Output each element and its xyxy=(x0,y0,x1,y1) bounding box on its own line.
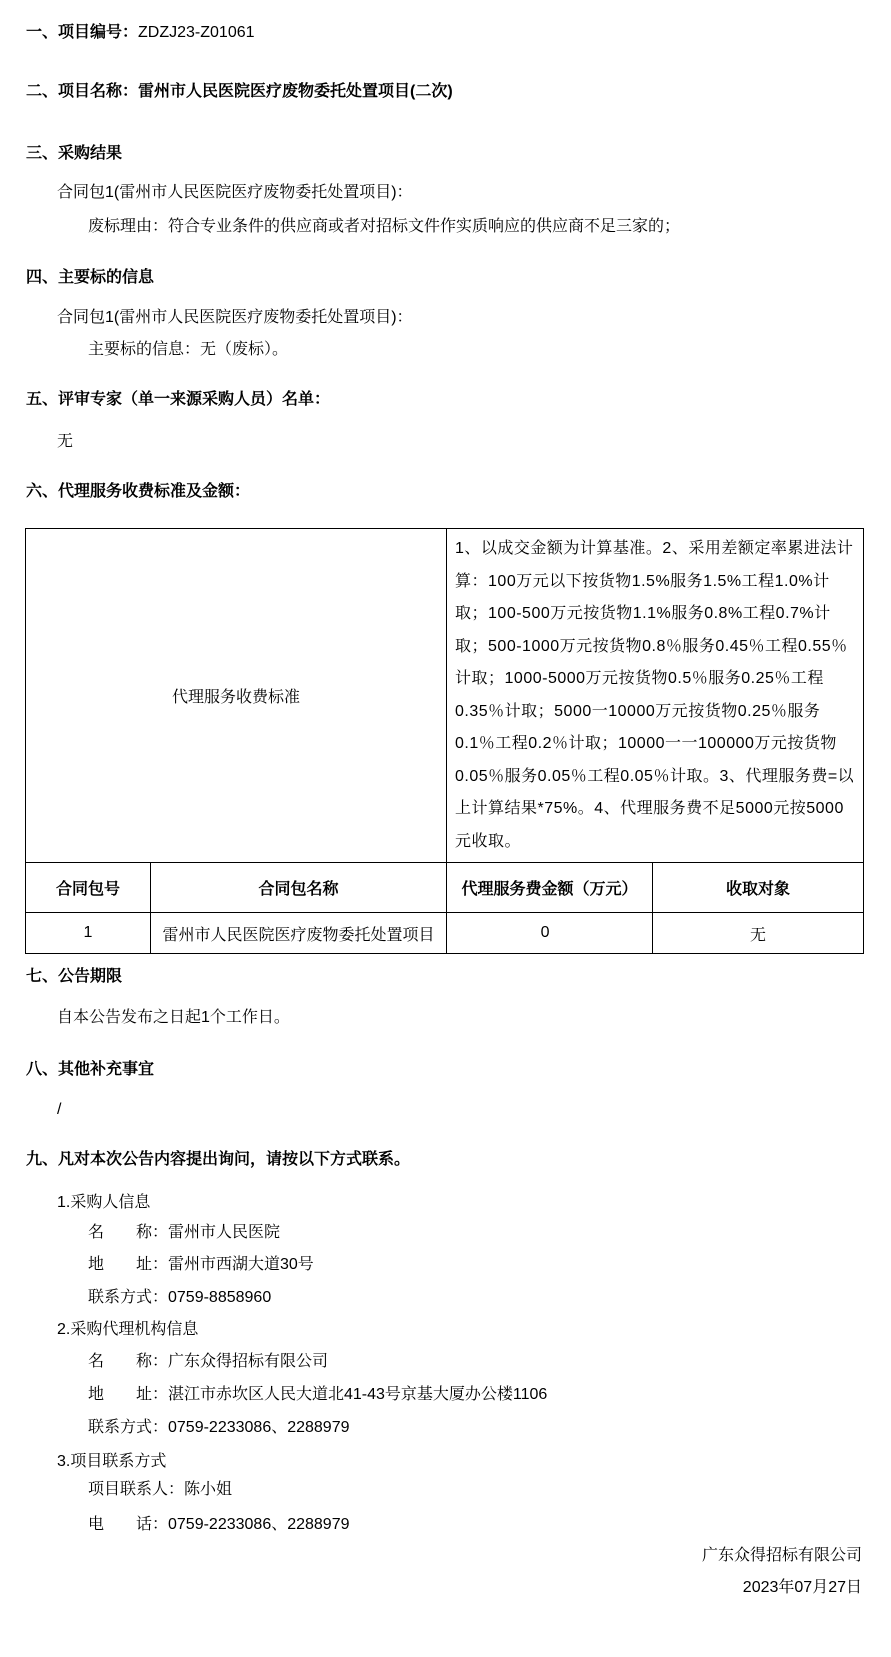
fee-table-header-fee-amount: 代理服务费金额（万元） xyxy=(447,863,653,913)
signature-company: 广东众得招标有限公司 xyxy=(701,1547,862,1564)
agency-fee-table xyxy=(25,528,864,954)
main-subject-package-line: 合同包1(雷州市人民医院医疗废物委托处置项目)： xyxy=(57,309,413,326)
fee-table-data-row xyxy=(26,913,864,954)
procurement-result-package-line: 合同包1(雷州市人民医院医疗废物委托处置项目)： xyxy=(57,184,413,201)
purchaser-phone: 联系方式：0759-8858960 xyxy=(88,1289,272,1306)
fee-table-header-package-no: 合同包号 xyxy=(26,863,151,913)
fee-table-cell-fee-amount: 0 xyxy=(447,913,653,954)
purchaser-info-title: 1.采购人信息 xyxy=(57,1194,151,1211)
purchaser-address: 地 址：雷州市西湖大道30号 xyxy=(88,1256,314,1273)
fee-standard-row xyxy=(26,529,864,863)
other-matters-value: / xyxy=(57,1101,62,1118)
project-number-label: 一、项目编号： xyxy=(26,24,139,41)
signature-date: 2023年07月27日 xyxy=(742,1579,862,1596)
fee-table-header-package-name: 合同包名称 xyxy=(151,863,447,913)
agency-name: 名 称：广东众得招标有限公司 xyxy=(88,1353,329,1370)
section-project-number xyxy=(26,22,255,44)
agency-address: 地 址：湛江市赤坎区人民大道北41-43号京基大厦办公楼1106 xyxy=(88,1386,548,1403)
experts-value: 无 xyxy=(57,433,74,450)
procurement-result-reason-line: 废标理由：符合专业条件的供应商或者对招标文件作实质响应的供应商不足三家的； xyxy=(88,218,681,235)
section-other-matters-heading: 八、其他补充事宜 xyxy=(26,1061,155,1078)
purchaser-name: 名 称：雷州市人民医院 xyxy=(88,1224,281,1241)
project-contact-phone: 电 话：0759-2233086、2288979 xyxy=(88,1516,350,1533)
section-notice-period-heading: 七、公告期限 xyxy=(26,968,123,985)
agency-info-title: 2.采购代理机构信息 xyxy=(57,1321,199,1338)
project-contact-person: 项目联系人：陈小姐 xyxy=(88,1481,233,1498)
agency-phone: 联系方式：0759-2233086、2288979 xyxy=(88,1419,350,1436)
fee-standard-text-cell: 1、以成交金额为计算基准。2、采用差额定率累进法计算：100万元以下按货物1.5%服务1.5%工程1.0%计取；100-500万元按货物1.1%服务0.8%工程0.7%计取；500-1000万元按货物0.8％服务0.45％工程0.55％计取；1000-5000万元按货物0.5％服务0.25％工程0.35％计取；5000一10000万元按货物0.25％服务0.1％工程0.2％计取；10000一一100000万元按货物0.05％服务0.05％工程0.05％计取。3、代理服务费=以上计算结果*75%。4、代理服务费不足5000元按5000元收取。 xyxy=(447,529,864,863)
section-experts-heading: 五、评审专家（单一来源采购人员）名单： xyxy=(26,391,331,408)
fee-table-cell-package-no: 1 xyxy=(26,913,151,954)
fee-standard-label-cell: 代理服务收费标准 xyxy=(26,529,447,863)
section-project-name: 二、项目名称：雷州市人民医院医疗废物委托处置项目(二次) xyxy=(26,83,453,100)
section-procurement-result-heading: 三、采购结果 xyxy=(26,145,123,162)
project-number-value: ZDZJ23-Z01061 xyxy=(138,24,255,41)
notice-period-value: 自本公告发布之日起1个工作日。 xyxy=(57,1009,290,1026)
fee-table-header-row xyxy=(26,863,864,913)
fee-table-cell-charged-party: 无 xyxy=(653,913,864,954)
main-subject-info-line: 主要标的信息：无（废标）。 xyxy=(88,341,289,358)
project-contact-title: 3.项目联系方式 xyxy=(57,1453,167,1470)
section-agency-fee-heading: 六、代理服务收费标准及金额： xyxy=(26,483,251,500)
fee-table-cell-package-name: 雷州市人民医院医疗废物委托处置项目 xyxy=(151,913,447,954)
fee-table-header-charged-party: 收取对象 xyxy=(653,863,864,913)
section-main-subject-heading: 四、主要标的信息 xyxy=(26,269,155,286)
section-contact-heading: 九、凡对本次公告内容提出询问，请按以下方式联系。 xyxy=(26,1151,411,1168)
